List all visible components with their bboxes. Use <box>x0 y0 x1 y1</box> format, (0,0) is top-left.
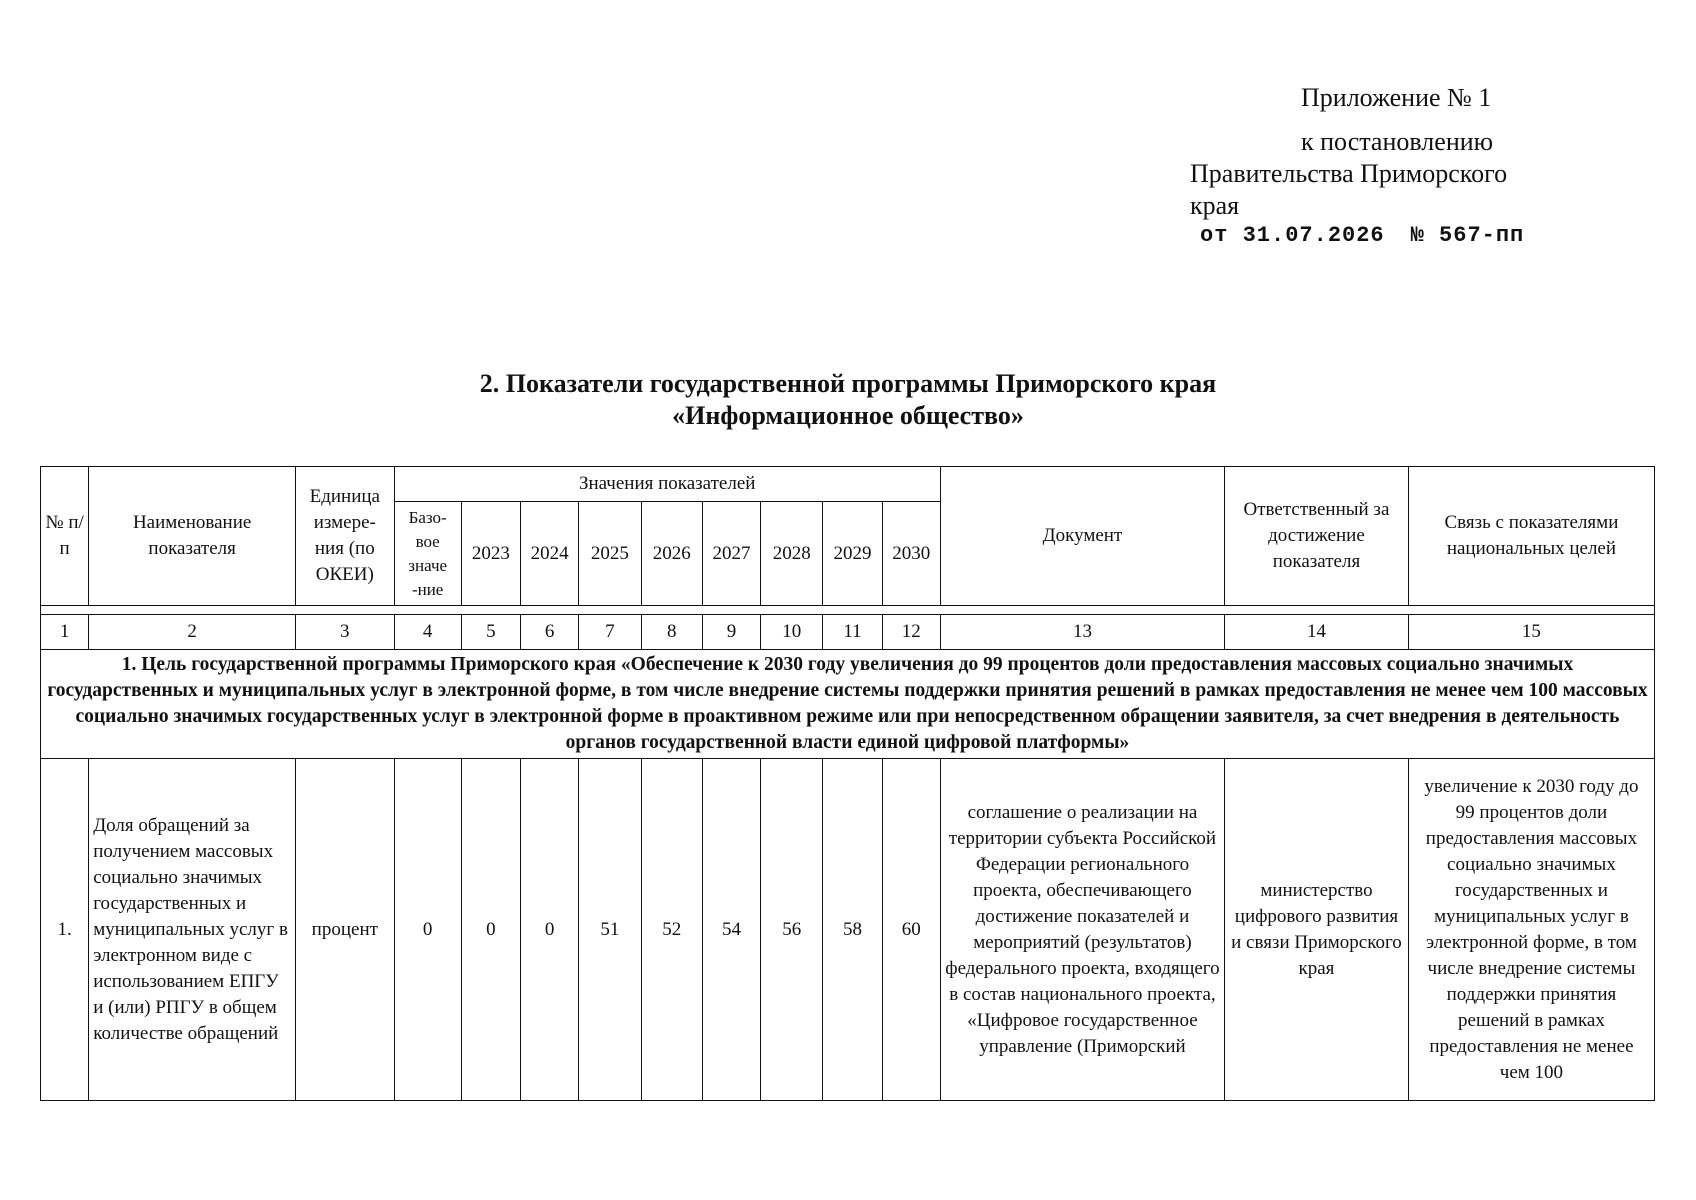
column-number: 13 <box>940 615 1224 650</box>
header-year: 2027 <box>702 502 760 606</box>
annex-block <box>1190 82 1550 250</box>
column-number: 3 <box>296 615 394 650</box>
annex-date-number <box>1200 222 1550 250</box>
row-value-2029: 58 <box>823 759 882 1101</box>
header-year: 2025 <box>579 502 641 606</box>
row-value-2028: 56 <box>761 759 823 1101</box>
goal-row: 1. Цель государственной программы Приморского края «Обеспечение к 2030 году увеличения до 99 процентов доли предоставления массовых социально значимых государственных и муниципальных услуг в электронной форме, в том числе внедрение системы поддержки принятия решений в рамках предоставления не менее чем 100 массовых социально значимых государственных услуг в электронной форме в проактивном режиме или при непосредственном обращении заявителя, за счет внедрения в деятельность органов государственной власти единой цифровой платформы» <box>41 650 1655 759</box>
header-document: Документ <box>940 467 1224 606</box>
resolution-number: 567-пп <box>1439 223 1525 248</box>
row-value-2024: 0 <box>521 759 579 1101</box>
row-unit: процент <box>296 759 394 1101</box>
column-number: 8 <box>641 615 702 650</box>
resolution-date: 31.07.2026 <box>1242 223 1385 248</box>
row-base: 0 <box>394 759 461 1101</box>
table-row <box>41 759 1655 1101</box>
date-label: от <box>1200 223 1229 248</box>
header-values-group: Значения показателей <box>394 467 940 502</box>
column-number: 6 <box>521 615 579 650</box>
row-value-2023: 0 <box>461 759 520 1101</box>
row-value-2027: 54 <box>702 759 760 1101</box>
column-number: 10 <box>761 615 823 650</box>
header-base: Базо-вое значе -ние <box>394 502 461 606</box>
row-document: соглашение о реализации на территории субъекта Российской Федерации регионального проекта, обеспечивающего достижение показателей и мероприятий (результатов) федерального проекта, входящего в состав национального проекта, «Цифровое государственное управление (Приморский <box>940 759 1224 1101</box>
page-title <box>0 368 1696 432</box>
indicators-table <box>40 466 1655 1101</box>
title-line-2: «Информационное общество» <box>672 401 1024 430</box>
header-year: 2030 <box>882 502 940 606</box>
annex-to-resolution: к постановлению <box>1301 127 1494 156</box>
column-number: 15 <box>1408 615 1654 650</box>
column-number: 4 <box>394 615 461 650</box>
header-responsible: Ответственный за достижение показателя <box>1225 467 1409 606</box>
column-numbers-row <box>41 615 1655 650</box>
header-year: 2029 <box>823 502 882 606</box>
header-unit: Единица измере-ния (по ОКЕИ) <box>296 467 394 606</box>
column-number: 2 <box>89 615 296 650</box>
header-year: 2026 <box>641 502 702 606</box>
column-number: 7 <box>579 615 641 650</box>
row-value-2026: 52 <box>641 759 702 1101</box>
row-value-2025: 51 <box>579 759 641 1101</box>
row-responsible: министерство цифрового развития и связи Приморского края <box>1225 759 1409 1101</box>
header-year: 2028 <box>761 502 823 606</box>
header-name: Наименование показателя <box>89 467 296 606</box>
column-number: 9 <box>702 615 760 650</box>
header-year: 2024 <box>521 502 579 606</box>
header-year: 2023 <box>461 502 520 606</box>
column-number: 11 <box>823 615 882 650</box>
number-label: № <box>1410 223 1425 248</box>
row-name: Доля обращений за получением массовых социально значимых государственных и муниципальных услуг в электронном виде с использованием ЕПГУ и (или) РПГУ в общем количестве обращений <box>89 759 296 1101</box>
header-num: № п/п <box>41 467 89 606</box>
row-value-2030: 60 <box>882 759 940 1101</box>
header-separator <box>41 606 1655 615</box>
column-number: 5 <box>461 615 520 650</box>
row-link: увеличение к 2030 году до 99 процентов доли предоставления массовых социально значимых государственных и муниципальных услуг в электронной форме, в том числе внедрение системы поддержки принятия решений в рамках предоставления не менее чем 100 <box>1408 759 1654 1101</box>
column-number: 14 <box>1225 615 1409 650</box>
title-line-1: 2. Показатели государственной программы Приморского края <box>479 369 1217 398</box>
annex-title: Приложение № 1 <box>1301 83 1492 112</box>
header-link: Связь с показателями национальных целей <box>1408 467 1654 606</box>
column-number: 1 <box>41 615 89 650</box>
annex-government: Правительства Приморского края <box>1190 159 1508 220</box>
row-num: 1. <box>41 759 89 1101</box>
column-number: 12 <box>882 615 940 650</box>
